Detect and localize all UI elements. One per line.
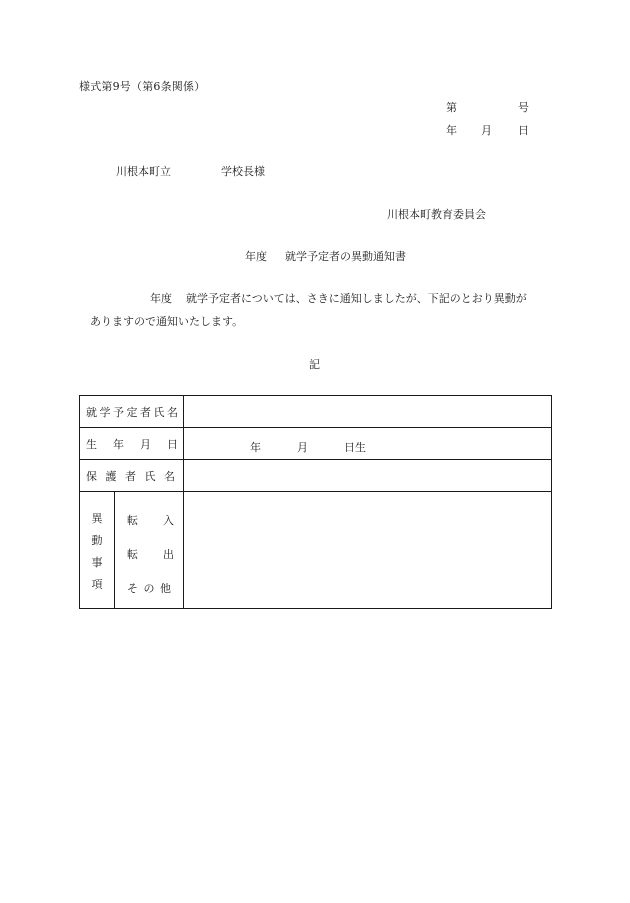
change-value-cell bbox=[184, 492, 552, 609]
change-other: そ の 他 bbox=[127, 582, 172, 595]
guardian-label: 保 護 者 氏 名 bbox=[80, 460, 184, 492]
table-row-birth bbox=[80, 428, 552, 460]
change-transfer-out-left: 転 bbox=[127, 548, 138, 561]
birth-year: 年 bbox=[250, 441, 261, 454]
birth-month: 月 bbox=[297, 441, 308, 454]
change-header bbox=[80, 492, 115, 609]
document-title bbox=[245, 250, 406, 263]
name-value-cell bbox=[184, 396, 552, 428]
issue-date-day: 日 bbox=[518, 124, 529, 137]
guardian-value-cell bbox=[184, 460, 552, 492]
table-row-guardian bbox=[80, 460, 552, 492]
student-info-table bbox=[79, 395, 552, 609]
table-row-changes bbox=[80, 492, 552, 609]
change-types bbox=[115, 492, 184, 609]
ki-heading: 記 bbox=[309, 358, 320, 371]
issue-date-year: 年 bbox=[446, 124, 457, 137]
change-header-char: 異 bbox=[91, 512, 103, 525]
title-text: 就学予定者の異動通知書 bbox=[285, 250, 406, 263]
change-header-char: 動 bbox=[91, 534, 103, 547]
body-line-2: ありますので通知いたします。 bbox=[90, 315, 244, 328]
change-header-char: 項 bbox=[91, 578, 103, 591]
issue-date bbox=[446, 124, 529, 137]
birth-value-cell bbox=[184, 428, 552, 460]
birth-label: 生 年 月 日 bbox=[80, 428, 184, 460]
change-transfer-out-right: 出 bbox=[163, 548, 174, 561]
addressee-prefix: 川根本町立 bbox=[116, 165, 171, 178]
change-transfer-in-left: 転 bbox=[127, 514, 138, 527]
table-row-name bbox=[80, 396, 552, 428]
issue-date-month: 月 bbox=[481, 124, 492, 137]
sender: 川根本町教育委員会 bbox=[387, 208, 486, 221]
form-number: 様式第9号（第6条関係） bbox=[79, 80, 206, 93]
addressee-suffix: 学校長様 bbox=[221, 165, 265, 178]
body-year: 年度 bbox=[150, 292, 172, 305]
change-transfer-in-right: 入 bbox=[163, 514, 174, 527]
title-year: 年度 bbox=[245, 250, 267, 263]
addressee bbox=[116, 165, 265, 178]
birth-day: 日生 bbox=[344, 441, 366, 454]
body-text-1: 就学予定者については、さきに通知しましたが、下記のとおり異動が bbox=[186, 292, 527, 305]
document-number bbox=[446, 101, 529, 114]
body-line-1 bbox=[150, 292, 527, 305]
doc-number-go: 号 bbox=[518, 101, 529, 114]
change-header-char: 事 bbox=[91, 556, 103, 569]
name-label: 就学予定者氏名 bbox=[80, 396, 184, 428]
doc-number-dai: 第 bbox=[446, 101, 457, 114]
